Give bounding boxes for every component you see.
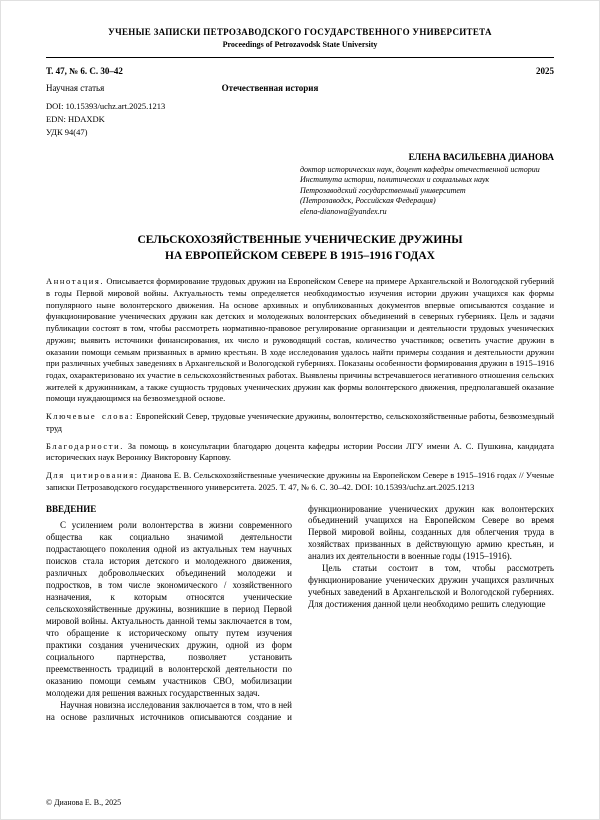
author-email: elena-dianowa@yandex.ru xyxy=(300,206,387,216)
author-name: ЕЛЕНА ВАСИЛЬЕВНА ДИАНОВА xyxy=(408,151,554,162)
journal-title-ru: УЧЕНЫЕ ЗАПИСКИ ПЕТРОЗАВОДСКОГО ГОСУДАРСТВЕННОГО УНИВЕРСИТЕТА xyxy=(108,27,492,37)
author-block xyxy=(300,152,554,218)
keywords xyxy=(46,411,554,434)
article-title-line1: СЕЛЬСКОХОЗЯЙСТВЕННЫЕ УЧЕНИЧЕСКИЕ ДРУЖИНЫ xyxy=(137,234,463,247)
journal-section: Отечественная история xyxy=(221,83,319,93)
keywords-label: Ключевые слова: xyxy=(46,411,134,422)
journal-title-en: Proceedings of Petrozavodsk State University xyxy=(222,40,378,49)
publication-year: 2025 xyxy=(536,66,554,76)
author-affiliation xyxy=(300,165,554,218)
abstract-label: Аннотация. xyxy=(46,276,105,287)
udc-line: УДК 94(47) xyxy=(46,127,88,138)
copyright-notice: © Дианова Е. В., 2025 xyxy=(46,798,122,807)
meta-type-row xyxy=(46,83,554,95)
doi-line: DOI: 10.15393/uchz.art.2025.1213 xyxy=(46,101,166,111)
abstract-text: Описывается формирование трудовых дружин на Европейском Севере на примере Архангельской и Вологодской губерний в годы Первой мировой войны. Актуальность темы определяется необходимостью изучения истории дружин учащихся как формы популярного ныне волонтерского движения. На основе архивных и опубликованных документов впервые описываются создание и функционирование ученических дружин как детских и молодежных волонтерских объединений в северных губерниях. Цель и задачи публикации состоят в том, чтобы рассмотреть нормативно-правовое регулирование организации и деятельности трудовых ученических дружин; выявить источники финансирования, их число и руководящий состав, количество участников; осветить участие дружин в оказании помощи семьям призванных в армию крестьян. В ходе исследования удалось найти примеры создания и деятельности дружин при различных учебных заведениях в Архангельской и Вологодской губерниях. Показаны особенности формирования дружин в 1915–1916 годах, охарактеризовано их участие в сельскохозяйственных работах. Выявлены причины встречавшегося негативного отношения сельских жителей к дружинникам, а также сущность трудовых ученических дружин как формы волонтерского движения, предполагавшей оказание помощи нуждающимся на безвозмездной основе. xyxy=(46,276,555,404)
acknowledgments xyxy=(46,441,554,464)
article-title-line2: НА ЕВРОПЕЙСКОМ СЕВЕРЕ В 1915–1916 ГОДАХ xyxy=(165,249,435,262)
author-degree: доктор исторических наук, доцент кафедры отечественной истории Института истории, политических и социальных наук xyxy=(300,164,540,185)
body-paragraph: Научная новизна исследования заключается в том, что в ней на основе различных источников описываются создание и функционирование ученических дружин как волонтерских объединений учащихся на Европейском Севере во время Первой мировой войны, созданных для облегчения труда в хозяйствах призванных в действующую армию крестьян, и анализ их деятельности в военные годы (1915–1916). xyxy=(46,503,554,722)
header-divider xyxy=(46,57,554,58)
body-paragraph: С усилением роли волонтерства в жизни современного общества как социально значимой деятельности подрастающего поколения одной из актуальных тем научных поисков стала история детского и молодежного движения, различных добровольческих объединений молодежи и подростков, в том числе экономического / хозяйственного назначения, к которым относятся ученические сельскохозяйственные дружины, возникшие в период Первой мировой войны. Актуальность данной темы заключается в том, что обращение к историческому опыту путем изучения практики создания ученических дружин, одной из форм социального партнерства, позволяет установить преемственность традиций в волонтерской деятельности по оказанию помощи семьям участников СВО, мобилизации молодежи для решения важных государственных задач. xyxy=(46,520,292,699)
body-paragraph: Цель статьи состоит в том, чтобы рассмотреть функционирование ученических дружин учащихся различных учебных заведений в Архангельской и Вологодской губерниях. Для достижения данной цели необходимо решить следующие xyxy=(308,563,554,610)
edn-line: EDN: HDAXDK xyxy=(46,114,105,125)
acknowledgments-text: За помощь в консультации благодарю доцента кафедры истории России ЛГУ имени А. С. Пушкина, кандидата исторических наук Веронику Викторовну Карпову. xyxy=(46,440,555,463)
article-title xyxy=(46,233,554,264)
meta-top-row xyxy=(46,66,554,76)
article-body xyxy=(46,504,554,726)
abstract xyxy=(46,276,554,405)
author-university: Петрозаводский государственный университет xyxy=(300,185,466,195)
section-heading-introduction: ВВЕДЕНИЕ xyxy=(46,503,97,514)
volume-pages: Т. 47, № 6. С. 30–42 xyxy=(46,66,123,76)
citation-text: Дианова Е. В. Сельскохозяйственные ученические дружины на Европейском Севере в 1915–1916 годах // Ученые записки Петрозаводского государственного университета. 2025. Т. 47, № 6. С. 30–42. DOI: 10.15393/uchz.art.2025.1213 xyxy=(46,470,555,492)
acknowledgments-label: Благодарности. xyxy=(46,440,124,451)
keywords-text: Европейский Север, трудовые ученические дружины, волонтерство, сельскохозяйственные работы, безвозмездный труд xyxy=(46,411,554,433)
citation-label: Для цитирования: xyxy=(46,470,139,481)
author-location: (Петрозаводск, Российская Федерация) xyxy=(300,196,436,206)
citation xyxy=(46,470,554,493)
article-type: Научная статья xyxy=(46,83,105,93)
